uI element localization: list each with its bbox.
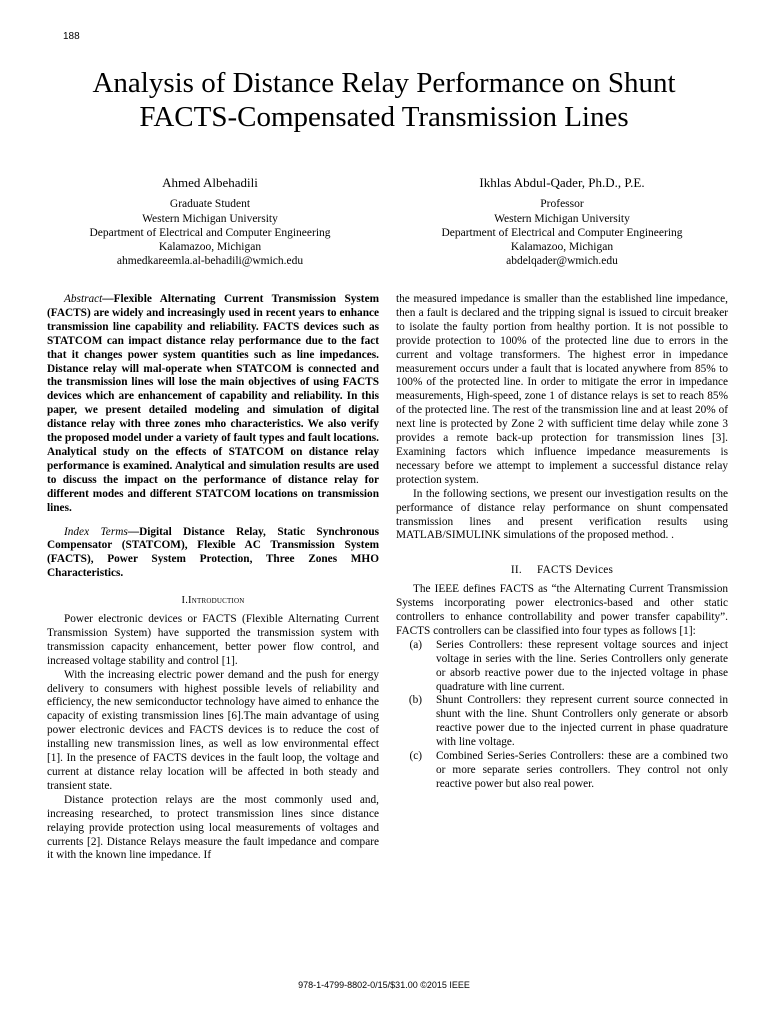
author-email: abdelqader@wmich.edu — [506, 255, 618, 268]
facts-paragraph-1: The IEEE defines FACTS as “the Alternating Current Transmission Systems incorporating power electronics-based and other static controllers to enhance controllability and power transfer capability”. FACTS controllers can be classified into four types as follows [1]: — [396, 583, 728, 637]
intro-paragraph-2: With the increasing electric power demand and the push for energy delivery to consumers with highest possible levels of reliability and efficiency, the new semiconductor technology have aimed to enhance the capacity of existing transmission lines [6].The main advantage of using power electronic devices and FACTS devices is to reduce the cost of installing new transmission lines, as well as low environmental effect [1]. In the presence of FACTS devices in the fault loop, the voltage and current at distance relay location will be affected in both steady and transient state. — [47, 668, 379, 792]
author-location: Kalamazoo, Michigan — [158, 241, 262, 254]
author-role: Graduate Student — [169, 198, 251, 211]
copyright-footer: 978-1-4799-8802-0/15/$31.00 ©2015 IEEE — [298, 980, 470, 990]
list-item-label: (a) — [409, 638, 422, 651]
title-line-2: FACTS-Compensated Transmission Lines — [139, 101, 629, 133]
author-block-1 — [40, 176, 380, 269]
title-line-1: Analysis of Distance Relay Performance on Shunt — [92, 67, 676, 99]
section-number: II. — [510, 564, 522, 577]
list-item-text: Series Controllers: these represent voltage sources and inject voltage in series with the line. Series Controllers only generate or absorb reactive power due to the injected voltage in phase quadrature with line current. — [436, 638, 728, 693]
list-item — [396, 750, 728, 792]
index-terms — [47, 526, 379, 582]
section-title: FACTS Devices — [536, 564, 614, 577]
page-number: 188 — [63, 31, 80, 42]
index-terms-text: —Digital Distance Relay, Static Synchronous Compensator (STATCOM), Flexible AC Transmission System (FACTS), Power System Protection, Three Zones MHO Characteristics. — [47, 525, 380, 580]
paper-title — [40, 66, 728, 134]
author-role: Professor — [540, 198, 584, 211]
intro-paragraph-1: Power electronic devices or FACTS (Flexible Alternating Current Transmission System) have supported the transmission system with transmission capacity enhancement, better power flow control, and increased voltage stability and control [1]. — [47, 613, 379, 667]
abstract-text: —Flexible Alternating Current Transmission System (FACTS) are widely and increasingly used in recent years to enhance transmission line capability and reliability. FACTS devices such as STATCOM can impact distance relay performance due to the fact that it changes power system quantities such as line impedances. Distance relay will mal-operate when STATCOM is connected and the transmission lines will lose the main objectives of using FACTS devices which are enhancement of capability and reliability. In this paper, we present detailed modeling and simulation of digital distance relay with three zones mho characteristics. We also verify the proposed model under a variety of fault types and fault locations. Analytical study on the effects of STATCOM on distance relay performance is examined. Analytical and simulation results are used to discuss the impact on the performance of distance relay for different modes and different STATCOM locations on transmission lines. — [47, 293, 379, 514]
abstract-label: Abstract — [64, 293, 103, 305]
list-item — [396, 639, 728, 695]
section-heading-facts — [396, 564, 728, 578]
author-email: ahmedkareemla.al-behadili@wmich.edu — [116, 255, 304, 268]
list-item-label: (b) — [408, 694, 422, 707]
abstract — [47, 293, 379, 516]
author-university: Western Michigan University — [142, 212, 278, 225]
author-name: Ahmed Albehadili — [162, 175, 258, 190]
intro-paragraph-5: In the following sections, we present our investigation results on the performance of distance relay performance on shunt compensated transmission lines and present verification results using MATLAB/SIMULINK simulations of the proposed method. . — [396, 487, 728, 542]
author-name: Ikhlas Abdul-Qader, Ph.D., P.E. — [479, 175, 645, 190]
author-university: Western Michigan University — [494, 212, 630, 225]
right-column — [396, 293, 728, 792]
list-item-label: (c) — [409, 750, 422, 763]
list-item-text: Shunt Controllers: they represent current source connected in shunt with the line. Shunt Controllers only generate or absorb reactive power due to the injected current in phase quadrature with line voltage. — [436, 694, 728, 749]
author-department: Department of Electrical and Computer Engineering — [89, 226, 331, 239]
author-department: Department of Electrical and Computer Engineering — [441, 226, 683, 239]
section-heading-introduction: I.Introduction — [181, 595, 245, 607]
intro-paragraph-3: Distance protection relays are the most commonly used and, increasing researched, to protect transmission lines since distance relaying provide protection using local measurements of voltages and currents [2]. Distance Relays measure the fault impedance and compare it with the known line impedance. If — [47, 793, 379, 862]
list-item — [396, 694, 728, 750]
intro-paragraph-4: the measured impedance is smaller than the established line impedance, then a fault is declared and the tripping signal is issued to circuit breaker to isolate the faulty portion from healthy portion. It is not possible to provide protection to 100% of the protected line due to errors in the current and voltage transformers. The highest error in impedance measurement occurs under a fault that is located anywhere from 85% to 100% of the protected line. In order to mitigate the error in impedance measurements, High-speed, zone 1 of distance relays is set to reach 85% of the protected line. The rest of the transmission line and at least 20% of next line is protected by Zone 2 with sufficient time delay while zone 3 provides a remote back-up protection for transmission lines [3]. Examining factors which influence impedance measurements is necessary before we attempt to implement a successful distance relay protection system. — [396, 293, 728, 486]
author-location: Kalamazoo, Michigan — [510, 241, 614, 254]
left-column — [47, 293, 379, 863]
index-terms-label: Index Terms — [64, 525, 128, 538]
author-block-2 — [392, 176, 732, 269]
list-item-text: Combined Series-Series Controllers: these are a combined two or more separate series controllers. They control not only reactive power but also real power. — [436, 750, 728, 790]
